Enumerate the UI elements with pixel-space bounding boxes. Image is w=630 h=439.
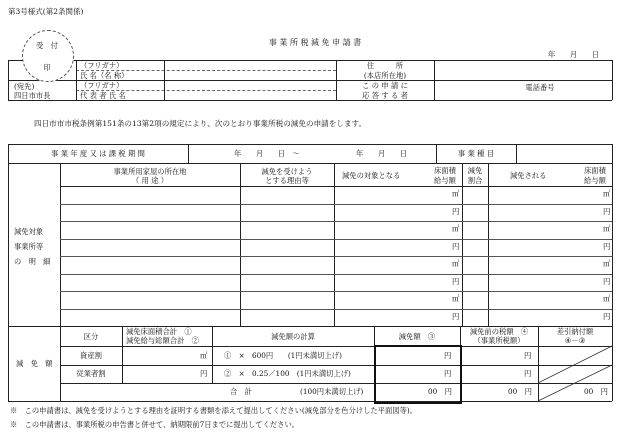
page-title: 事 業 所 税 減 免 申 請 書 [268, 38, 362, 47]
phone-label: 電話番号 [525, 83, 555, 92]
col-ratio: 減免 [467, 166, 483, 175]
head-before: 減免前の税額 ④ [469, 327, 529, 336]
form-id: 第3号様式(第2条関係) [8, 7, 84, 16]
detail-unit: ㎡ [452, 294, 460, 303]
period-from: 年 月 日 ～ [234, 149, 300, 158]
detail-unit: 円 [603, 241, 611, 251]
date-label: 年 月 日 [548, 50, 600, 59]
stamp-text-2: 印 [43, 63, 51, 72]
head-kubun: 区分 [83, 332, 99, 341]
col-area-sub: 給与額 [434, 176, 456, 185]
row-asset-calc: ① × 600円 (1円未満切上げ) [224, 351, 342, 360]
detail-unit: 円 [452, 241, 460, 251]
detail-unit: 円 [452, 311, 460, 321]
detail-unit: ㎡ [603, 189, 611, 198]
row-asset-yen: 円 [444, 351, 452, 360]
detail-unit: ㎡ [452, 224, 460, 233]
col-location: 事業所用家屋の所在地 [113, 167, 187, 176]
col-target: 減免の対象となる [342, 171, 401, 180]
details-side-label: 減免対象 [14, 227, 44, 236]
detail-unit: 円 [452, 206, 460, 216]
rep-label: 代 表 者 氏 名 [80, 91, 126, 100]
row-employee-label: 従業者割 [76, 369, 106, 378]
total-diff: 00 円 [584, 387, 608, 396]
row-employee-yen: 円 [444, 369, 452, 378]
furigana-label: （フリガナ） [80, 81, 124, 90]
detail-unit: 円 [603, 311, 611, 321]
col-area: 床面積 [434, 166, 456, 175]
head-total: 減免床面積合計 ① [126, 327, 192, 336]
detail-unit: ㎡ [603, 259, 611, 268]
address-sublabel: (本店所在地) [363, 71, 407, 80]
reduction-side-label: 減 免 額 [16, 359, 53, 368]
period-to: 年 月 日 [356, 149, 408, 158]
total-note: (100円未満切上げ) [300, 387, 364, 396]
reception-stamp [22, 30, 74, 82]
furigana-label: （フリガナ） [80, 61, 124, 70]
total-before: 00 円 [508, 387, 532, 396]
detail-unit: 円 [452, 276, 460, 286]
details-side-label: 事業所等 [14, 242, 44, 251]
stamp-text-1: 受 付 [36, 41, 58, 50]
head-diff-sub: ④－③ [564, 336, 586, 345]
period-label: 事 業 年 度 又 は 課 税 期 間 [51, 149, 145, 158]
detail-unit: ㎡ [452, 259, 460, 268]
contact-label: こ の 申 請 に [362, 81, 408, 90]
col-ratio-sub: 割合 [467, 176, 483, 185]
head-calc: 減免額の計算 [271, 332, 315, 341]
col-location-sub: （ 用 途 ） [131, 176, 169, 185]
intro-text: 四日市市市税条例第151条の13第2項の規定により、次のとおり事業所税の減免の申請をします。 [34, 119, 367, 128]
details-side-label: の 明 細 [14, 257, 51, 266]
col-area2: 床面積 [584, 166, 606, 175]
detail-unit: ㎡ [603, 294, 611, 303]
row-asset-label: 資産割 [80, 351, 102, 360]
col-reason: 減免を受けよう [261, 167, 313, 176]
contact-label: 応 答 す る 者 [362, 91, 408, 100]
col-area2-sub: 給与額 [584, 176, 606, 185]
row-asset-unit: ㎡ [200, 351, 208, 360]
head-before-sub: （事業所税額） [473, 336, 525, 345]
note: ※ この申請書は、事業所税の申告書と併せて、納期限前7日までに提出してください。 [10, 420, 300, 429]
head-diff: 差引納付額 [556, 327, 594, 336]
name-label: 氏 名（名 称） [80, 71, 129, 80]
head-total-sub: 減免給与総額合計 ② [126, 336, 199, 345]
detail-unit: ㎡ [603, 224, 611, 233]
detail-unit: 円 [603, 206, 611, 216]
business-type-label: 事 業 種 目 [457, 149, 495, 158]
detail-unit: 円 [603, 276, 611, 286]
address-label: 住 所 [366, 61, 404, 70]
addressee-label: (宛先) [14, 82, 35, 91]
addressee-name: 四日市市長 [14, 91, 51, 100]
row-employee-calc: ② × 0.25／100 (1円未満切上げ) [224, 369, 351, 378]
head-amount: 減免額 ③ [398, 332, 436, 341]
row-asset-yen2: 円 [524, 351, 532, 360]
col-reduced: 減免される [510, 171, 547, 180]
detail-unit: ㎡ [452, 189, 460, 198]
note: ※ この申請書は、減免を受けようとする理由を証明する書類を添えて提出してください(減免部分を色分けした平面図等)。 [10, 406, 418, 415]
row-employee-yen2: 円 [524, 369, 532, 378]
total-label: 合 計 [230, 387, 252, 396]
total-amount: 00 円 [428, 387, 452, 396]
col-reason-sub: とする理由等 [265, 176, 309, 185]
row-employee-unit: 円 [200, 369, 208, 378]
